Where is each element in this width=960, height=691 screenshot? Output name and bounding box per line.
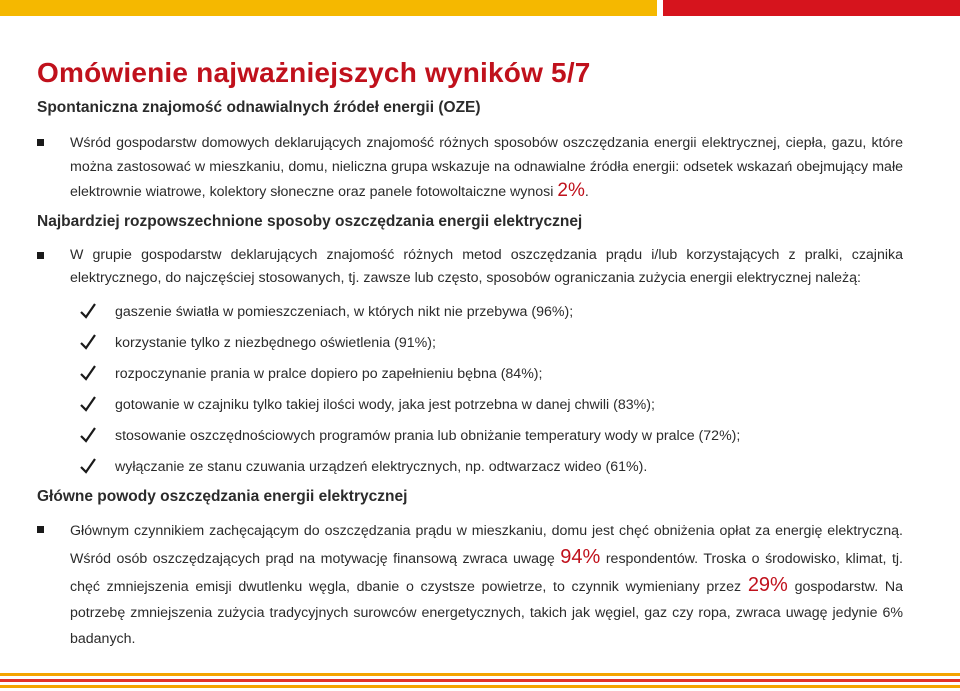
section-heading-methods: Najbardziej rozpowszechnione sposoby oszczędzania energii elektrycznej: [37, 213, 583, 230]
square-bullet-icon: [37, 139, 44, 146]
highlight-value: 2%: [557, 180, 585, 201]
square-bullet-icon: [37, 526, 44, 533]
paragraph-methods: [37, 244, 903, 290]
bottom-stripe: [0, 679, 960, 682]
list-item-text: rozpoczynanie prania w pralce dopiero po zapełnieniu bębna (84%);: [115, 366, 543, 382]
check-icon: [79, 457, 97, 475]
highlight-value-94: 94%: [560, 546, 601, 568]
list-item-text: gaszenie światła w pomieszczeniach, w których nikt nie przebywa (96%);: [115, 304, 574, 320]
square-bullet-icon: [37, 252, 44, 259]
paragraph-reasons-text-b: respondentów. Troska o środowisko, klimat, tj. chęć zmniejszenia emisji dwutlenku węgla, dbanie o czystsze powietrze, to czynnik wymieniany przez: [70, 551, 903, 595]
list-item: [79, 331, 903, 362]
list-item: [79, 424, 903, 455]
section-heading-reasons: Główne powody oszczędzania energii elektrycznej: [37, 488, 408, 505]
bottom-stripe: [0, 685, 960, 688]
paragraph-reasons-text-a: Głównym czynnikiem zachęcającym do oszczędzania prądu w mieszkaniu, domu jest chęć obniżenia opłat za energię elektryczną. Wśród osób oszczędzających prąd na motywację finansową zwraca uwagę: [70, 523, 903, 567]
slide-content: [37, 56, 903, 652]
check-icon: [79, 426, 97, 444]
paragraph-methods-text: W grupie gospodarstw deklarujących znajomość różnych metod oszczędzania prądu i/lub korzystających z pralki, czajnika elektrycznego, do najczęściej stosowanych, tj. zawsze lub często, sposobów ograniczania zużycia energii elektrycznej należą:: [70, 247, 903, 286]
top-bar-yellow: [0, 0, 663, 16]
list-item: [79, 455, 903, 486]
paragraph-oze-text: Wśród gospodarstw domowych deklarujących znajomość różnych sposobów oszczędzania energii elektrycznej, ciepła, gazu, które można zastosować w mieszkaniu, domu, nieliczna grupa wskazuje na odnawialne źródła energii: odsetek wskazań obejmujący małe elektrownie wiatrowe, kolektory słoneczne oraz panele fotowoltaiczne wynosi: [70, 135, 903, 200]
section-heading-oze: Spontaniczna znajomość odnawialnych źródeł energii (OZE): [37, 99, 481, 116]
highlight-value-29: 29%: [747, 574, 788, 596]
bottom-stripe: [0, 673, 960, 676]
paragraph-oze: [37, 131, 903, 204]
bottom-stripes: [0, 673, 960, 691]
paragraph-reasons-text-c: gospodarstw. Na potrzebę zmniejszenia zużycia tradycyjnych surowców energetycznych, takich jak węgiel, gaz czy ropa, zwraca uwagę jedynie 6% badanych.: [70, 579, 904, 647]
page-title: Omówienie najważniejszych wyników 5/7: [37, 57, 591, 88]
paragraph-reasons: [37, 518, 903, 652]
list-item: [79, 362, 903, 393]
list-item-text: stosowanie oszczędnościowych programów prania lub obniżanie temperatury wody w pralce (72%);: [115, 428, 741, 444]
list-item: [79, 393, 903, 424]
check-icon: [79, 364, 97, 382]
list-item-text: gotowanie w czajniku tylko takiej ilości wody, jaka jest potrzebna w danej chwili (83%);: [115, 397, 655, 413]
check-icon: [79, 333, 97, 351]
paragraph-oze-tail: .: [584, 184, 589, 200]
list-item-text: korzystanie tylko z niezbędnego oświetlenia (91%);: [115, 335, 436, 351]
check-icon: [79, 302, 97, 320]
check-icon: [79, 395, 97, 413]
methods-list: [37, 300, 903, 486]
list-item-text: wyłączanie ze stanu czuwania urządzeń elektrycznych, np. odtwarzacz wideo (61%).: [115, 459, 648, 475]
top-bar-red: [663, 0, 960, 16]
list-item: [79, 300, 903, 331]
